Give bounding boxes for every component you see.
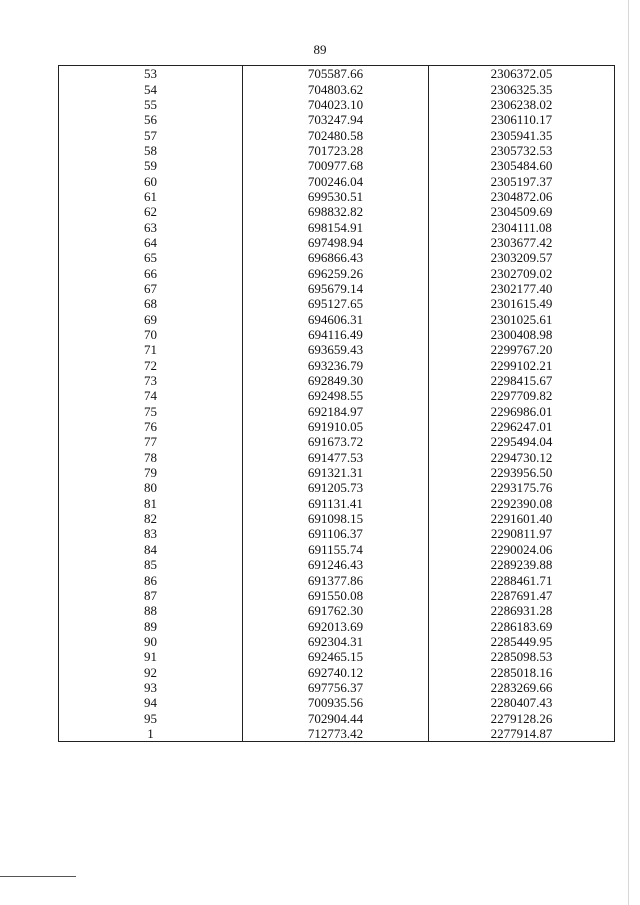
table-row	[59, 327, 615, 342]
point-number-cell: 86	[59, 572, 243, 587]
table-row	[59, 250, 615, 265]
x-coordinate-cell: 705587.66	[243, 66, 429, 82]
x-coordinate-cell: 693236.79	[243, 358, 429, 373]
x-coordinate-cell: 694606.31	[243, 312, 429, 327]
point-number-cell: 68	[59, 296, 243, 311]
x-coordinate-cell: 692184.97	[243, 404, 429, 419]
point-number-cell: 64	[59, 235, 243, 250]
y-coordinate-cell: 2304872.06	[429, 189, 615, 204]
point-number-cell: 81	[59, 496, 243, 511]
point-number-cell: 93	[59, 680, 243, 695]
table-row	[59, 112, 615, 127]
point-number-cell: 61	[59, 189, 243, 204]
point-number-cell: 67	[59, 281, 243, 296]
table-row	[59, 603, 615, 618]
x-coordinate-cell: 692498.55	[243, 388, 429, 403]
point-number-cell: 54	[59, 81, 243, 96]
x-coordinate-cell: 691321.31	[243, 465, 429, 480]
point-number-cell: 91	[59, 649, 243, 664]
x-coordinate-cell: 700246.04	[243, 173, 429, 188]
x-coordinate-cell: 692849.30	[243, 373, 429, 388]
y-coordinate-cell: 2289239.88	[429, 557, 615, 572]
point-number-cell: 85	[59, 557, 243, 572]
x-coordinate-cell: 691550.08	[243, 588, 429, 603]
y-coordinate-cell: 2280407.43	[429, 695, 615, 710]
x-coordinate-cell: 702480.58	[243, 127, 429, 142]
page-number: 89	[313, 42, 327, 57]
y-coordinate-cell: 2305941.35	[429, 127, 615, 142]
table-row	[59, 158, 615, 173]
table-row	[59, 588, 615, 603]
y-coordinate-cell: 2296986.01	[429, 404, 615, 419]
point-number-cell: 62	[59, 204, 243, 219]
table-row	[59, 235, 615, 250]
x-coordinate-cell: 691377.86	[243, 572, 429, 587]
point-number-cell: 57	[59, 127, 243, 142]
y-coordinate-cell: 2283269.66	[429, 680, 615, 695]
table-row	[59, 312, 615, 327]
y-coordinate-cell: 2305197.37	[429, 173, 615, 188]
x-coordinate-cell: 699530.51	[243, 189, 429, 204]
table-row	[59, 204, 615, 219]
x-coordinate-cell: 697756.37	[243, 680, 429, 695]
point-number-cell: 76	[59, 419, 243, 434]
x-coordinate-cell: 696866.43	[243, 250, 429, 265]
table-row	[59, 465, 615, 480]
point-number-cell: 82	[59, 511, 243, 526]
x-coordinate-cell: 700977.68	[243, 158, 429, 173]
table-row	[59, 557, 615, 572]
x-coordinate-cell: 695679.14	[243, 281, 429, 296]
y-coordinate-cell: 2299102.21	[429, 358, 615, 373]
x-coordinate-cell: 691131.41	[243, 496, 429, 511]
y-coordinate-cell: 2292390.08	[429, 496, 615, 511]
table-row	[59, 450, 615, 465]
x-coordinate-cell: 691098.15	[243, 511, 429, 526]
y-coordinate-cell: 2291601.40	[429, 511, 615, 526]
table-row	[59, 618, 615, 633]
y-coordinate-cell: 2305732.53	[429, 143, 615, 158]
y-coordinate-cell: 2304509.69	[429, 204, 615, 219]
y-coordinate-cell: 2303677.42	[429, 235, 615, 250]
point-number-cell: 95	[59, 710, 243, 725]
y-coordinate-cell: 2305484.60	[429, 158, 615, 173]
y-coordinate-cell: 2285449.95	[429, 634, 615, 649]
point-number-cell: 80	[59, 480, 243, 495]
table-row	[59, 404, 615, 419]
x-coordinate-cell: 694116.49	[243, 327, 429, 342]
point-number-cell: 1	[59, 726, 243, 742]
table-row	[59, 373, 615, 388]
point-number-cell: 73	[59, 373, 243, 388]
y-coordinate-cell: 2293175.76	[429, 480, 615, 495]
table-row	[59, 81, 615, 96]
point-number-cell: 88	[59, 603, 243, 618]
point-number-cell: 89	[59, 618, 243, 633]
y-coordinate-cell: 2306110.17	[429, 112, 615, 127]
coordinates-table	[58, 65, 615, 742]
y-coordinate-cell: 2297709.82	[429, 388, 615, 403]
x-coordinate-cell: 692013.69	[243, 618, 429, 633]
table-row	[59, 480, 615, 495]
y-coordinate-cell: 2299767.20	[429, 342, 615, 357]
point-number-cell: 92	[59, 664, 243, 679]
table-row	[59, 296, 615, 311]
point-number-cell: 78	[59, 450, 243, 465]
footnote-rule	[0, 876, 76, 877]
table-row	[59, 66, 615, 82]
table-row	[59, 219, 615, 234]
x-coordinate-cell: 691762.30	[243, 603, 429, 618]
x-coordinate-cell: 692304.31	[243, 634, 429, 649]
table-row	[59, 358, 615, 373]
y-coordinate-cell: 2290024.06	[429, 542, 615, 557]
point-number-cell: 66	[59, 265, 243, 280]
y-coordinate-cell: 2279128.26	[429, 710, 615, 725]
point-number-cell: 63	[59, 219, 243, 234]
table-row	[59, 189, 615, 204]
point-number-cell: 75	[59, 404, 243, 419]
x-coordinate-cell: 696259.26	[243, 265, 429, 280]
point-number-cell: 58	[59, 143, 243, 158]
x-coordinate-cell: 701723.28	[243, 143, 429, 158]
point-number-cell: 71	[59, 342, 243, 357]
x-coordinate-cell: 692740.12	[243, 664, 429, 679]
x-coordinate-cell: 695127.65	[243, 296, 429, 311]
point-number-cell: 56	[59, 112, 243, 127]
x-coordinate-cell: 704023.10	[243, 97, 429, 112]
point-number-cell: 83	[59, 526, 243, 541]
x-coordinate-cell: 693659.43	[243, 342, 429, 357]
point-number-cell: 69	[59, 312, 243, 327]
x-coordinate-cell: 698832.82	[243, 204, 429, 219]
y-coordinate-cell: 2301615.49	[429, 296, 615, 311]
point-number-cell: 72	[59, 358, 243, 373]
table-row	[59, 342, 615, 357]
y-coordinate-cell: 2302709.02	[429, 265, 615, 280]
y-coordinate-cell: 2302177.40	[429, 281, 615, 296]
table-row	[59, 173, 615, 188]
table-row	[59, 265, 615, 280]
point-number-cell: 84	[59, 542, 243, 557]
table-row	[59, 419, 615, 434]
x-coordinate-cell: 700935.56	[243, 695, 429, 710]
table-row	[59, 434, 615, 449]
scan-edge-line	[628, 0, 629, 905]
table-row	[59, 695, 615, 710]
y-coordinate-cell: 2295494.04	[429, 434, 615, 449]
y-coordinate-cell: 2285018.16	[429, 664, 615, 679]
table-row	[59, 572, 615, 587]
table-row	[59, 127, 615, 142]
y-coordinate-cell: 2301025.61	[429, 312, 615, 327]
point-number-cell: 53	[59, 66, 243, 82]
x-coordinate-cell: 691673.72	[243, 434, 429, 449]
table-row	[59, 496, 615, 511]
x-coordinate-cell: 712773.42	[243, 726, 429, 742]
point-number-cell: 87	[59, 588, 243, 603]
table-row	[59, 526, 615, 541]
table-row	[59, 634, 615, 649]
x-coordinate-cell: 691205.73	[243, 480, 429, 495]
x-coordinate-cell: 702904.44	[243, 710, 429, 725]
y-coordinate-cell: 2294730.12	[429, 450, 615, 465]
point-number-cell: 60	[59, 173, 243, 188]
table-row	[59, 726, 615, 742]
point-number-cell: 74	[59, 388, 243, 403]
y-coordinate-cell: 2306325.35	[429, 81, 615, 96]
x-coordinate-cell: 691910.05	[243, 419, 429, 434]
y-coordinate-cell: 2285098.53	[429, 649, 615, 664]
table-row	[59, 281, 615, 296]
point-number-cell: 59	[59, 158, 243, 173]
table-row	[59, 388, 615, 403]
table-row	[59, 143, 615, 158]
point-number-cell: 55	[59, 97, 243, 112]
x-coordinate-cell: 691106.37	[243, 526, 429, 541]
table-row	[59, 710, 615, 725]
x-coordinate-cell: 692465.15	[243, 649, 429, 664]
y-coordinate-cell: 2290811.97	[429, 526, 615, 541]
y-coordinate-cell: 2277914.87	[429, 726, 615, 742]
point-number-cell: 79	[59, 465, 243, 480]
y-coordinate-cell: 2286931.28	[429, 603, 615, 618]
table-row	[59, 664, 615, 679]
x-coordinate-cell: 703247.94	[243, 112, 429, 127]
table-row	[59, 511, 615, 526]
y-coordinate-cell: 2304111.08	[429, 219, 615, 234]
point-number-cell: 94	[59, 695, 243, 710]
x-coordinate-cell: 691477.53	[243, 450, 429, 465]
y-coordinate-cell: 2306372.05	[429, 66, 615, 82]
table-row	[59, 542, 615, 557]
point-number-cell: 77	[59, 434, 243, 449]
y-coordinate-cell: 2298415.67	[429, 373, 615, 388]
point-number-cell: 90	[59, 634, 243, 649]
point-number-cell: 65	[59, 250, 243, 265]
table-row	[59, 97, 615, 112]
y-coordinate-cell: 2287691.47	[429, 588, 615, 603]
y-coordinate-cell: 2300408.98	[429, 327, 615, 342]
y-coordinate-cell: 2288461.71	[429, 572, 615, 587]
point-number-cell: 70	[59, 327, 243, 342]
coordinates-table-body	[59, 66, 615, 742]
table-row	[59, 649, 615, 664]
x-coordinate-cell: 698154.91	[243, 219, 429, 234]
x-coordinate-cell: 691246.43	[243, 557, 429, 572]
x-coordinate-cell: 691155.74	[243, 542, 429, 557]
y-coordinate-cell: 2296247.01	[429, 419, 615, 434]
x-coordinate-cell: 697498.94	[243, 235, 429, 250]
y-coordinate-cell: 2293956.50	[429, 465, 615, 480]
y-coordinate-cell: 2306238.02	[429, 97, 615, 112]
y-coordinate-cell: 2303209.57	[429, 250, 615, 265]
table-row	[59, 680, 615, 695]
x-coordinate-cell: 704803.62	[243, 81, 429, 96]
y-coordinate-cell: 2286183.69	[429, 618, 615, 633]
